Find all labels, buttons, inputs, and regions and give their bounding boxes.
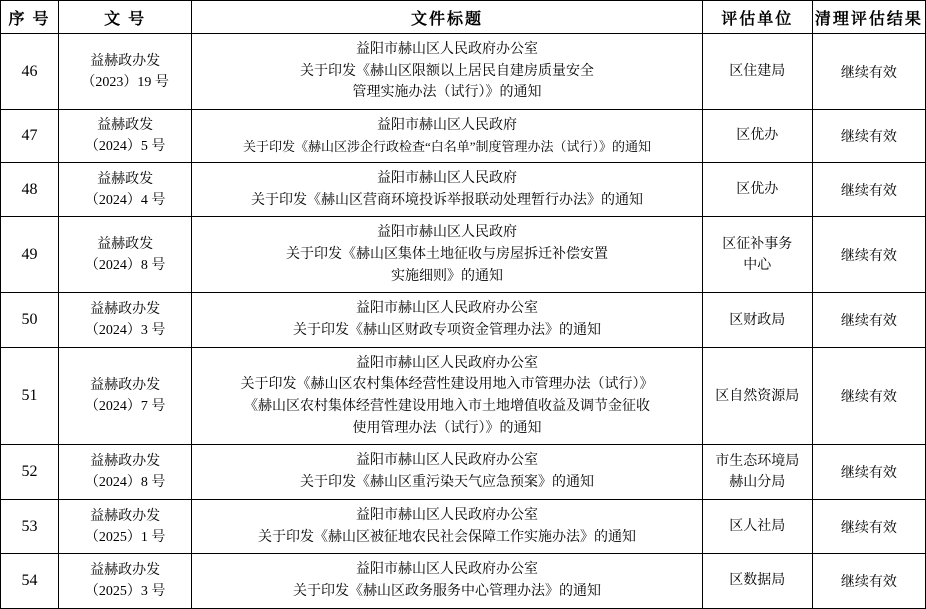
cell-document-number-line: 益赫政办发 (90, 378, 161, 394)
cell-document-title (192, 445, 703, 499)
cell-document-number-line: （2024）5 号 (84, 138, 166, 154)
cell-document-title-line: 关于印发《赫山区集体土地征收与房屋拆迁补偿安置 (285, 246, 608, 262)
cell-document-number-line: （2023）19 号 (81, 74, 169, 90)
cell-document-number-line: 益赫政发 (97, 236, 154, 252)
cell-document-number-line: 益赫政办发 (90, 53, 161, 69)
cell-document-number (59, 293, 192, 347)
cell-evaluation-unit-line: 区人社局 (729, 519, 786, 535)
cell-document-number-line: （2024）8 号 (84, 257, 166, 273)
cell-document-title-line: 关于印发《赫山区被征地农民社会保障工作实施办法》的通知 (257, 529, 636, 545)
cell-document-number-line: 益赫政办发 (90, 302, 161, 318)
column-header-evaluation-unit: 评估单位 (702, 1, 812, 34)
table-row (1, 110, 926, 163)
cell-evaluation-unit-line: 区数据局 (729, 573, 786, 589)
cell-evaluation-unit-line: 区住建局 (729, 64, 786, 80)
cell-sequence: 52 (1, 445, 59, 499)
cell-document-title-line: 关于印发《赫山区重污染天气应急预案》的通知 (299, 475, 594, 491)
cell-evaluation-unit-line: 区征补事务 (722, 236, 793, 252)
cell-document-title (192, 554, 703, 608)
cell-evaluation-unit (702, 347, 812, 445)
table-row (1, 554, 926, 608)
cell-evaluation-result: 继续有效 (812, 293, 925, 347)
cell-evaluation-unit (702, 34, 812, 110)
cell-document-number (59, 217, 192, 293)
table-header (1, 1, 926, 34)
cell-document-title-line: 《赫山区农村集体经营性建设用地入市土地增值收益及调节金征收 (243, 399, 650, 415)
cell-evaluation-unit (702, 110, 812, 163)
cell-document-title (192, 34, 703, 110)
cell-evaluation-result: 继续有效 (812, 110, 925, 163)
column-header-document-number: 文 号 (59, 1, 192, 34)
cell-document-number-line: （2024）4 号 (84, 192, 166, 208)
cell-document-title-line: 益阳市赫山区人民政府办公室 (355, 355, 538, 371)
cell-sequence: 51 (1, 347, 59, 445)
cell-sequence: 49 (1, 217, 59, 293)
cell-evaluation-unit-line: 区优办 (736, 182, 779, 198)
cell-evaluation-unit-line: 市生态环境局 (715, 454, 800, 470)
cell-sequence: 50 (1, 293, 59, 347)
cell-sequence: 46 (1, 34, 59, 110)
cell-document-number (59, 34, 192, 110)
cell-document-title-line: 益阳市赫山区人民政府办公室 (355, 562, 538, 578)
cell-sequence: 47 (1, 110, 59, 163)
cell-evaluation-result: 继续有效 (812, 162, 925, 216)
cell-document-title-line: 益阳市赫山区人民政府办公室 (355, 453, 538, 469)
cell-document-title-line: 益阳市赫山区人民政府 (376, 225, 517, 241)
column-header-sequence: 序 号 (1, 1, 59, 34)
cell-document-title-line: 实施细则》的通知 (390, 268, 503, 284)
cell-document-title (192, 347, 703, 445)
cell-document-number (59, 499, 192, 553)
cell-document-number (59, 554, 192, 608)
cell-sequence: 53 (1, 499, 59, 553)
cell-document-number (59, 445, 192, 499)
cell-document-number-line: 益赫政办发 (90, 454, 161, 470)
cell-document-title (192, 293, 703, 347)
cell-evaluation-unit (702, 499, 812, 553)
cell-document-title-line: 关于印发《赫山区限额以上居民自建房质量安全 (299, 63, 594, 79)
cell-document-number (59, 347, 192, 445)
cell-document-number (59, 162, 192, 216)
cell-document-number-line: 益赫政办发 (90, 508, 161, 524)
cell-document-title-line: 关于印发《赫山区涉企行政检查“白名单”制度管理办法（试行）》的通知 (242, 138, 651, 154)
cell-document-title (192, 217, 703, 293)
cell-evaluation-result: 继续有效 (812, 445, 925, 499)
cell-evaluation-unit-line: 赫山分局 (729, 475, 786, 491)
cell-document-number-line: 益赫政发 (97, 117, 154, 133)
cell-document-title-line: 管理实施办法（试行）》的通知 (352, 85, 542, 101)
cell-evaluation-unit-line: 区优办 (736, 128, 779, 144)
cell-evaluation-result: 继续有效 (812, 499, 925, 553)
cell-document-title (192, 110, 703, 163)
cell-evaluation-result: 继续有效 (812, 554, 925, 608)
table-header-row (1, 1, 926, 34)
cell-document-number-line: 益赫政办发 (90, 562, 161, 578)
cell-document-number (59, 110, 192, 163)
cell-document-title-line: 关于印发《赫山区政务服务中心管理办法》的通知 (292, 583, 601, 599)
column-header-evaluation-result: 清理评估结果 (812, 1, 925, 34)
cell-document-number-line: （2024）3 号 (84, 323, 166, 339)
table-row (1, 162, 926, 216)
cell-document-title-line: 益阳市赫山区人民政府 (376, 118, 517, 134)
cell-evaluation-unit (702, 217, 812, 293)
table-row (1, 34, 926, 110)
cell-document-title (192, 499, 703, 553)
cell-document-title-line: 关于印发《赫山区营商环境投诉举报联动处理暂行办法》的通知 (250, 192, 643, 208)
cell-evaluation-result: 继续有效 (812, 347, 925, 445)
cell-evaluation-unit-line: 中心 (743, 257, 772, 273)
cell-document-title-line: 益阳市赫山区人民政府办公室 (355, 42, 538, 57)
cell-evaluation-unit (702, 554, 812, 608)
cell-document-title (192, 162, 703, 216)
cell-document-title-line: 益阳市赫山区人民政府 (376, 170, 517, 186)
cell-document-number-line: （2025）1 号 (84, 529, 166, 545)
table-body (1, 34, 926, 609)
cell-sequence: 48 (1, 162, 59, 216)
column-header-document-title: 文件标题 (192, 1, 703, 34)
cell-document-title-line: 使用管理办法（试行）》的通知 (352, 420, 542, 436)
cell-document-number-line: （2024）8 号 (84, 475, 166, 491)
table-row (1, 293, 926, 347)
cell-document-number-line: （2025）3 号 (84, 583, 166, 599)
cell-evaluation-unit (702, 293, 812, 347)
cell-sequence: 54 (1, 554, 59, 608)
cell-evaluation-unit (702, 162, 812, 216)
cell-document-title-line: 益阳市赫山区人民政府办公室 (355, 301, 538, 317)
table-row (1, 217, 926, 293)
cell-evaluation-unit-line: 区自然资源局 (715, 388, 800, 404)
cell-evaluation-result: 继续有效 (812, 217, 925, 293)
cell-document-title-line: 益阳市赫山区人民政府办公室 (355, 507, 538, 523)
cell-document-title-line: 关于印发《赫山区财政专项资金管理办法》的通知 (292, 323, 601, 339)
table-row (1, 347, 926, 445)
cell-document-number-line: 益赫政发 (97, 171, 154, 187)
cell-document-number-line: （2024）7 号 (84, 399, 166, 415)
table-row (1, 445, 926, 499)
cell-evaluation-result: 继续有效 (812, 34, 925, 110)
cell-document-title-line: 关于印发《赫山区农村集体经营性建设用地入市管理办法（试行）》 (240, 377, 654, 393)
cell-evaluation-unit (702, 445, 812, 499)
cell-evaluation-unit-line: 区财政局 (729, 312, 786, 328)
table-row (1, 499, 926, 553)
